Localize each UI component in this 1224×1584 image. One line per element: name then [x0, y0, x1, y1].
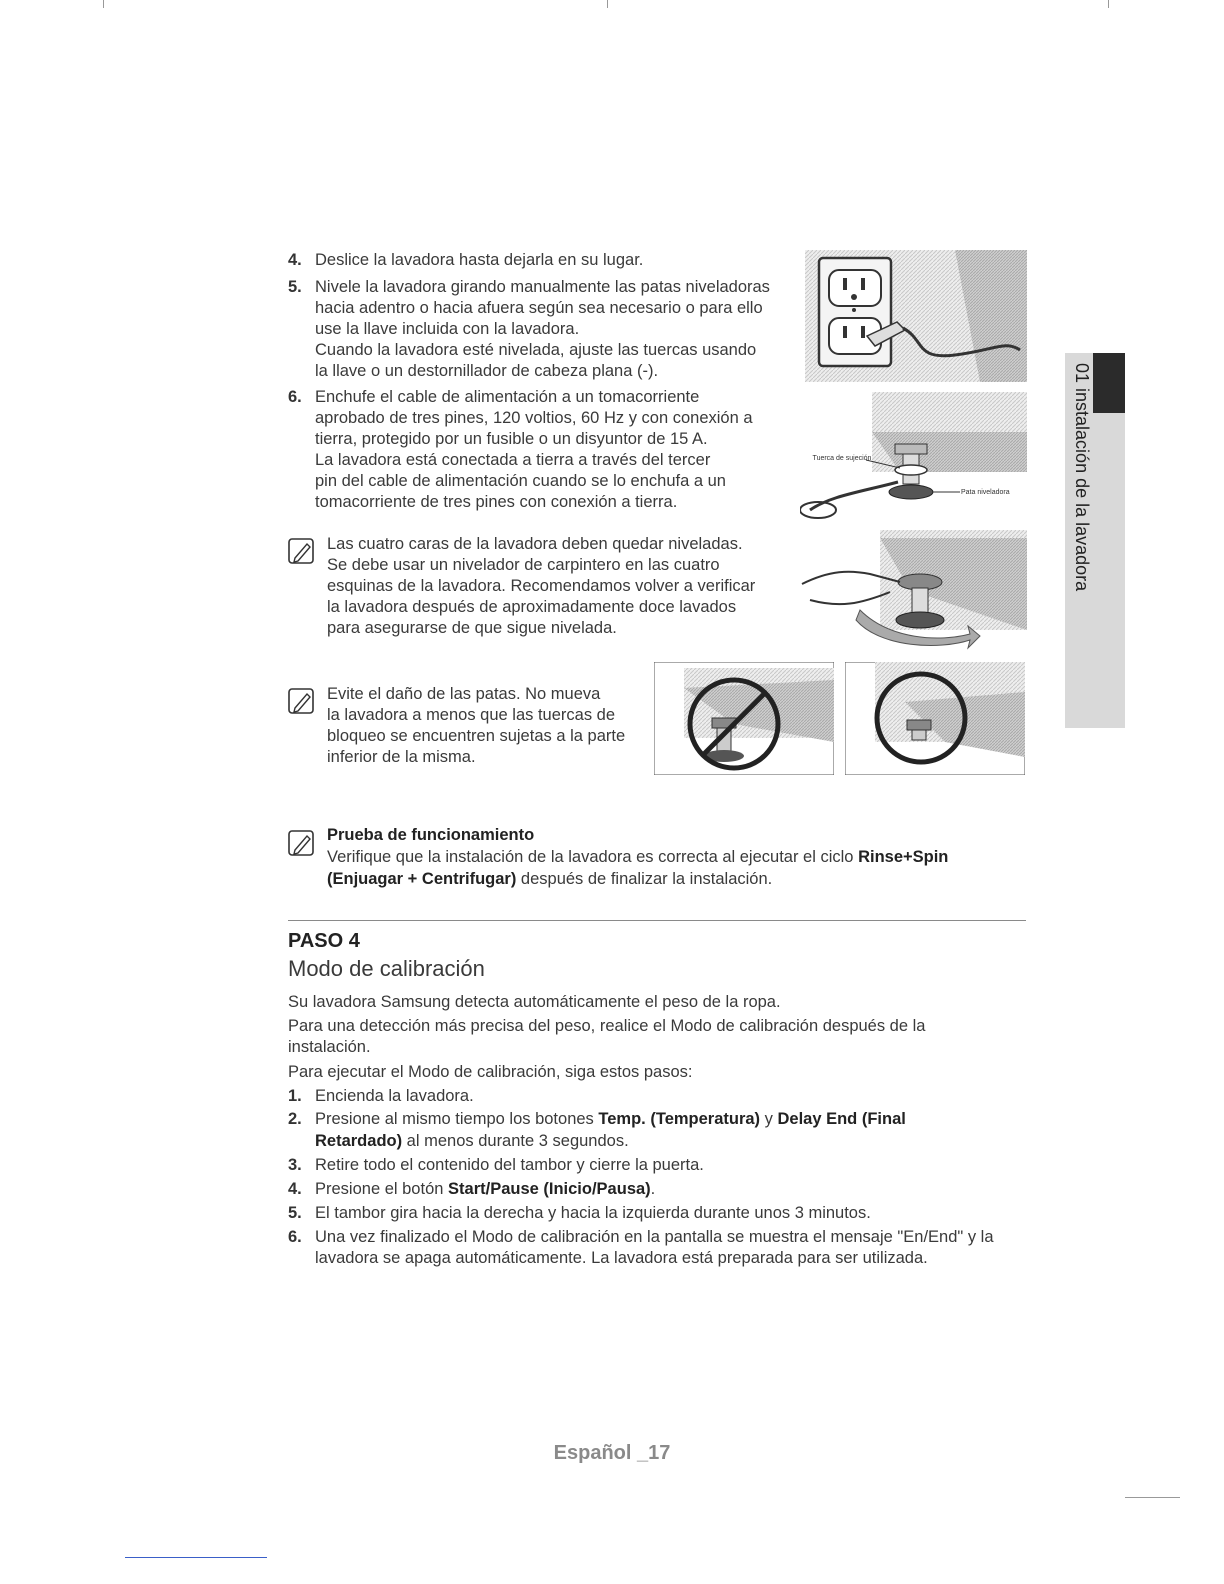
step-text — [315, 1180, 655, 1199]
step-text-part: al menos durante 3 segundos. — [402, 1132, 629, 1150]
crop-mark — [607, 0, 608, 8]
note-text: para asegurarse de que sigue nivelada. — [327, 619, 617, 637]
note-text — [327, 870, 772, 889]
paragraph: Para una detección más precisa del peso, realice el Modo de calibración después de la — [288, 1017, 926, 1035]
wrong-lifting-illustration — [654, 662, 834, 775]
note-text: esquinas de la lavadora. Recomendamos volver a verificar — [327, 577, 756, 595]
button-name: Start/Pause (Inicio/Pausa) — [448, 1180, 651, 1198]
step-text: pin del cable de alimentación cuando se lo enchufa a un — [315, 472, 726, 490]
outlet-illustration — [805, 250, 1027, 382]
button-name: Retardado) — [315, 1132, 403, 1150]
note-icon — [287, 828, 317, 858]
note-text: Se debe usar un nivelador de carpintero en las cuatro — [327, 556, 720, 574]
paragraph: Para ejecutar el Modo de calibración, siga estos pasos: — [288, 1063, 693, 1081]
step-number: 3. — [288, 1156, 302, 1174]
step-number: 5. — [288, 278, 302, 296]
crop-mark — [1125, 1497, 1180, 1498]
turning-leg-illustration — [800, 530, 1027, 655]
crop-mark — [125, 1557, 267, 1558]
step-text: Encienda la lavadora. — [315, 1087, 474, 1105]
step-text-part: . — [650, 1180, 656, 1198]
step-text — [315, 1110, 906, 1129]
step-number: 4. — [288, 251, 302, 269]
correct-lifting-illustration — [845, 662, 1025, 775]
note-icon — [287, 686, 317, 716]
step-text: La lavadora está conectada a tierra a través del tercer — [315, 451, 711, 469]
paragraph: Su lavadora Samsung detecta automáticamente el peso de la ropa. — [288, 993, 781, 1011]
step-text: tierra, protegido por un fusible o un disyuntor de 15 A. — [315, 430, 708, 448]
step-text: hacia adentro o hacia afuera según sea necesario o para ello — [315, 299, 763, 317]
cycle-name: Rinse+Spin — [858, 848, 949, 866]
cycle-name: (Enjuagar + Centrifugar) — [327, 870, 517, 888]
note-text — [327, 848, 948, 867]
step-text: lavadora se apaga automáticamente. La lavadora está preparada para ser utilizada. — [315, 1249, 928, 1267]
step-text: Nivele la lavadora girando manualmente las patas niveladoras — [315, 278, 770, 296]
note-text-part: Verifique que la instalación de la lavadora es correcta al ejecutar el ciclo — [327, 848, 859, 866]
note-text: la lavadora a menos que las tuercas de — [327, 706, 616, 724]
step-text-part: Presione el botón — [315, 1180, 449, 1198]
step-number: 2. — [288, 1110, 302, 1128]
note-text: Evite el daño de las patas. No mueva — [327, 685, 601, 703]
button-name: Temp. (Temperatura) — [598, 1110, 761, 1128]
nut-label: Tuerca de sujeción — [812, 455, 872, 462]
step-number: 1. — [288, 1087, 302, 1105]
crop-mark — [103, 0, 104, 8]
step-text: Retire todo el contenido del tambor y cierre la puerta. — [315, 1156, 704, 1174]
step-text-part: Presione al mismo tiempo los botones — [315, 1110, 599, 1128]
note-icon — [287, 536, 317, 566]
button-name: Delay End (Final — [777, 1110, 906, 1128]
step-text: El tambor gira hacia la derecha y hacia la izquierda durante unos 3 minutos. — [315, 1204, 871, 1222]
section-divider — [288, 920, 1026, 921]
step-number: 5. — [288, 1204, 302, 1222]
step-number: 6. — [288, 388, 302, 406]
note-text: la lavadora después de aproximadamente doce lavados — [327, 598, 737, 616]
paragraph: instalación. — [288, 1038, 371, 1056]
step-text: use la llave incluida con la lavadora. — [315, 320, 580, 338]
step-text: Cuando la lavadora esté nivelada, ajuste las tuercas usando — [315, 341, 757, 359]
step-number: 4. — [288, 1180, 302, 1198]
note-text: inferior de la misma. — [327, 748, 476, 766]
step-text: aprobado de tres pines, 120 voltios, 60 Hz y con conexión a — [315, 409, 753, 427]
step-text: Deslice la lavadora hasta dejarla en su lugar. — [315, 251, 644, 269]
note-title: Prueba de funcionamiento — [327, 826, 535, 844]
note-text: Las cuatro caras de la lavadora deben quedar niveladas. — [327, 535, 743, 553]
crop-mark — [1108, 0, 1109, 8]
note-text: bloqueo se encuentren sujetas a la parte — [327, 727, 626, 745]
step-number: 6. — [288, 1228, 302, 1246]
page-footer: Español _17 — [553, 1442, 671, 1464]
chapter-tab-label: 01 instalación de la lavadora — [1072, 363, 1092, 592]
step-text — [315, 1132, 629, 1151]
note-text-part: después de finalizar la instalación. — [516, 870, 773, 888]
step-text: Una vez finalizado el Modo de calibración en la pantalla se muestra el mensaje "En/End" y la — [315, 1228, 994, 1246]
chapter-tab-marker — [1093, 353, 1125, 413]
leg-label: Pata niveladora — [961, 489, 1010, 496]
section-title: PASO 4 — [288, 930, 360, 952]
step-text-part: y — [760, 1110, 778, 1128]
step-text: la llave o un destornillador de cabeza plana (-). — [315, 362, 659, 380]
section-subtitle: Modo de calibración — [288, 956, 485, 981]
step-text: Enchufe el cable de alimentación a un tomacorriente — [315, 388, 700, 406]
step-text: tomacorriente de tres pines con conexión a tierra. — [315, 493, 678, 511]
